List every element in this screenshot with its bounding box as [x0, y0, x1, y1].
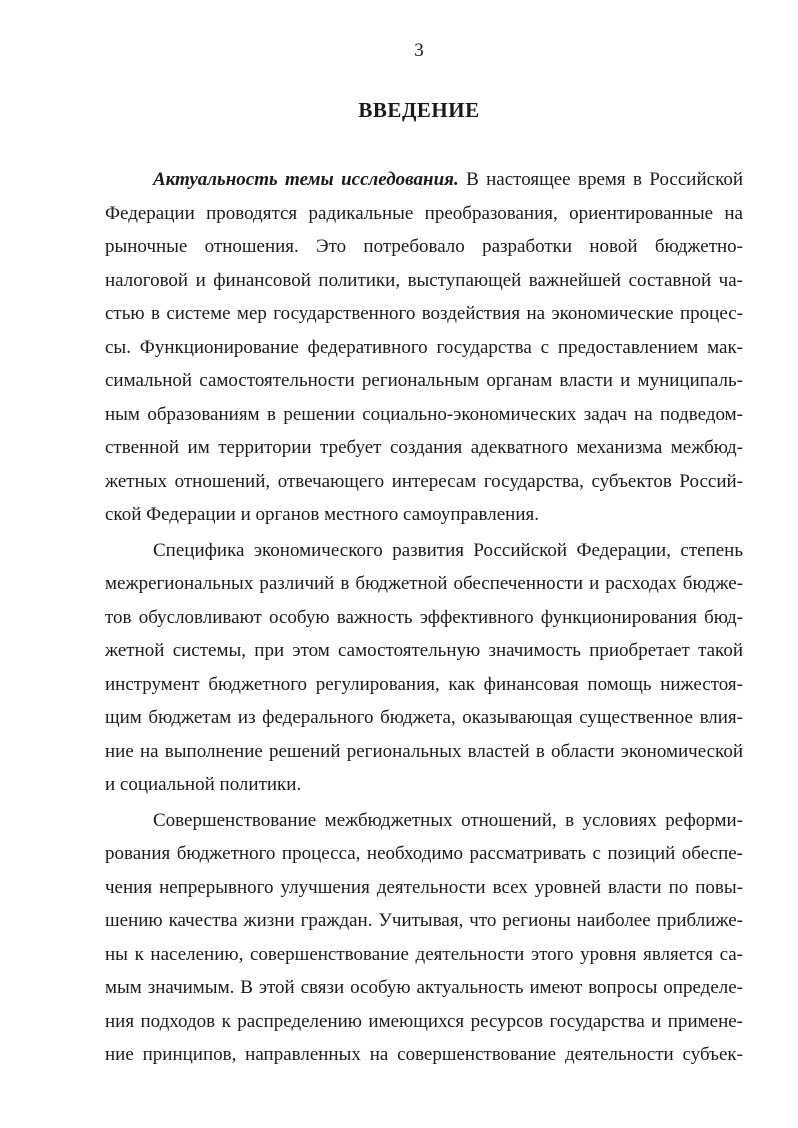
paragraph-3-line: Совершенствование межбюджетных отношений, в условиях реформи-	[153, 809, 743, 831]
paragraph-3-line: ны к населению, совершенствование деятельности этого уровня является са-	[105, 943, 743, 965]
paragraph-3-line: ния подходов к распределению имеющихся ресурсов государства и примене-	[105, 1010, 743, 1032]
page-number: 3	[414, 40, 424, 61]
paragraph-1-line: стью в системе мер государственного воздействия на экономические процес-	[105, 303, 743, 324]
paragraph-1-line: ской Федерации и органов местного самоуправления.	[105, 504, 539, 525]
body-text	[105, 163, 743, 1072]
paragraph-1-line: сы. Функционирование федеративного государства с предоставлением мак-	[105, 336, 743, 358]
paragraph-2-line: Специфика экономического развития Российской Федерации, степень	[153, 539, 743, 561]
paragraph-2-line: межрегиональных различий в бюджетной обеспеченности и расходах бюдже-	[105, 573, 743, 594]
paragraph-3-line: ние принципов, направленных на совершенствование деятельности субъек-	[105, 1044, 743, 1065]
paragraph-3-line: шению качества жизни граждан. Учитывая, что регионы наиболее приближе-	[105, 910, 743, 931]
paragraph-3-line: чения непрерывного улучшения деятельности всех уровней власти по повы-	[105, 876, 743, 898]
paragraph-1-line: жетных отношений, отвечающего интересам государства, субъектов Россий-	[105, 470, 743, 492]
paragraph-3-line: мым значимым. В этой связи особую актуальность имеют вопросы определе-	[105, 977, 743, 998]
paragraph-2-line: тов обусловливают особую важность эффективного функционирования бюд-	[105, 606, 743, 628]
paragraph-1-line-1: Актуальность темы исследования. В настоящее время в Российской	[153, 169, 743, 190]
paragraph-2-line: инструмент бюджетного регулирования, как финансовая помощь нижестоя-	[105, 673, 743, 695]
paragraph-2-line: и социальной политики.	[105, 774, 302, 795]
paragraph-2-line: щим бюджетам из федерального бюджета, оказывающая существенное влия-	[105, 707, 743, 728]
paragraph-2-line: жетной системы, при этом самостоятельную значимость приобретает такой	[105, 640, 743, 661]
paragraph-1-lead-italic: Актуальность темы исследования.	[153, 169, 459, 190]
paragraph-2-line: ние на выполнение решений региональных властей в области экономической	[105, 740, 743, 762]
paragraph-1-line: симальной самостоятельности региональным органам власти и муниципаль-	[105, 370, 743, 391]
paragraph-1-line: ственной им территории требует создания адекватного механизма межбюд-	[105, 437, 743, 458]
paragraph-1-line: рыночные отношения. Это потребовало разработки новой бюджетно-	[105, 236, 743, 257]
paragraph-1-line: налоговой и финансовой политики, выступающей важнейшей составной ча-	[105, 269, 743, 291]
paragraph-1-line: Федерации проводятся радикальные преобразования, ориентированные на	[105, 202, 743, 224]
paragraph-1-line: ным образованиям в решении социально-экономических задач на подведом-	[105, 403, 743, 425]
section-heading: ВВЕДЕНИЕ	[358, 98, 480, 122]
paragraph-3-line: рования бюджетного процесса, необходимо рассматривать с позиций обеспе-	[105, 843, 743, 864]
